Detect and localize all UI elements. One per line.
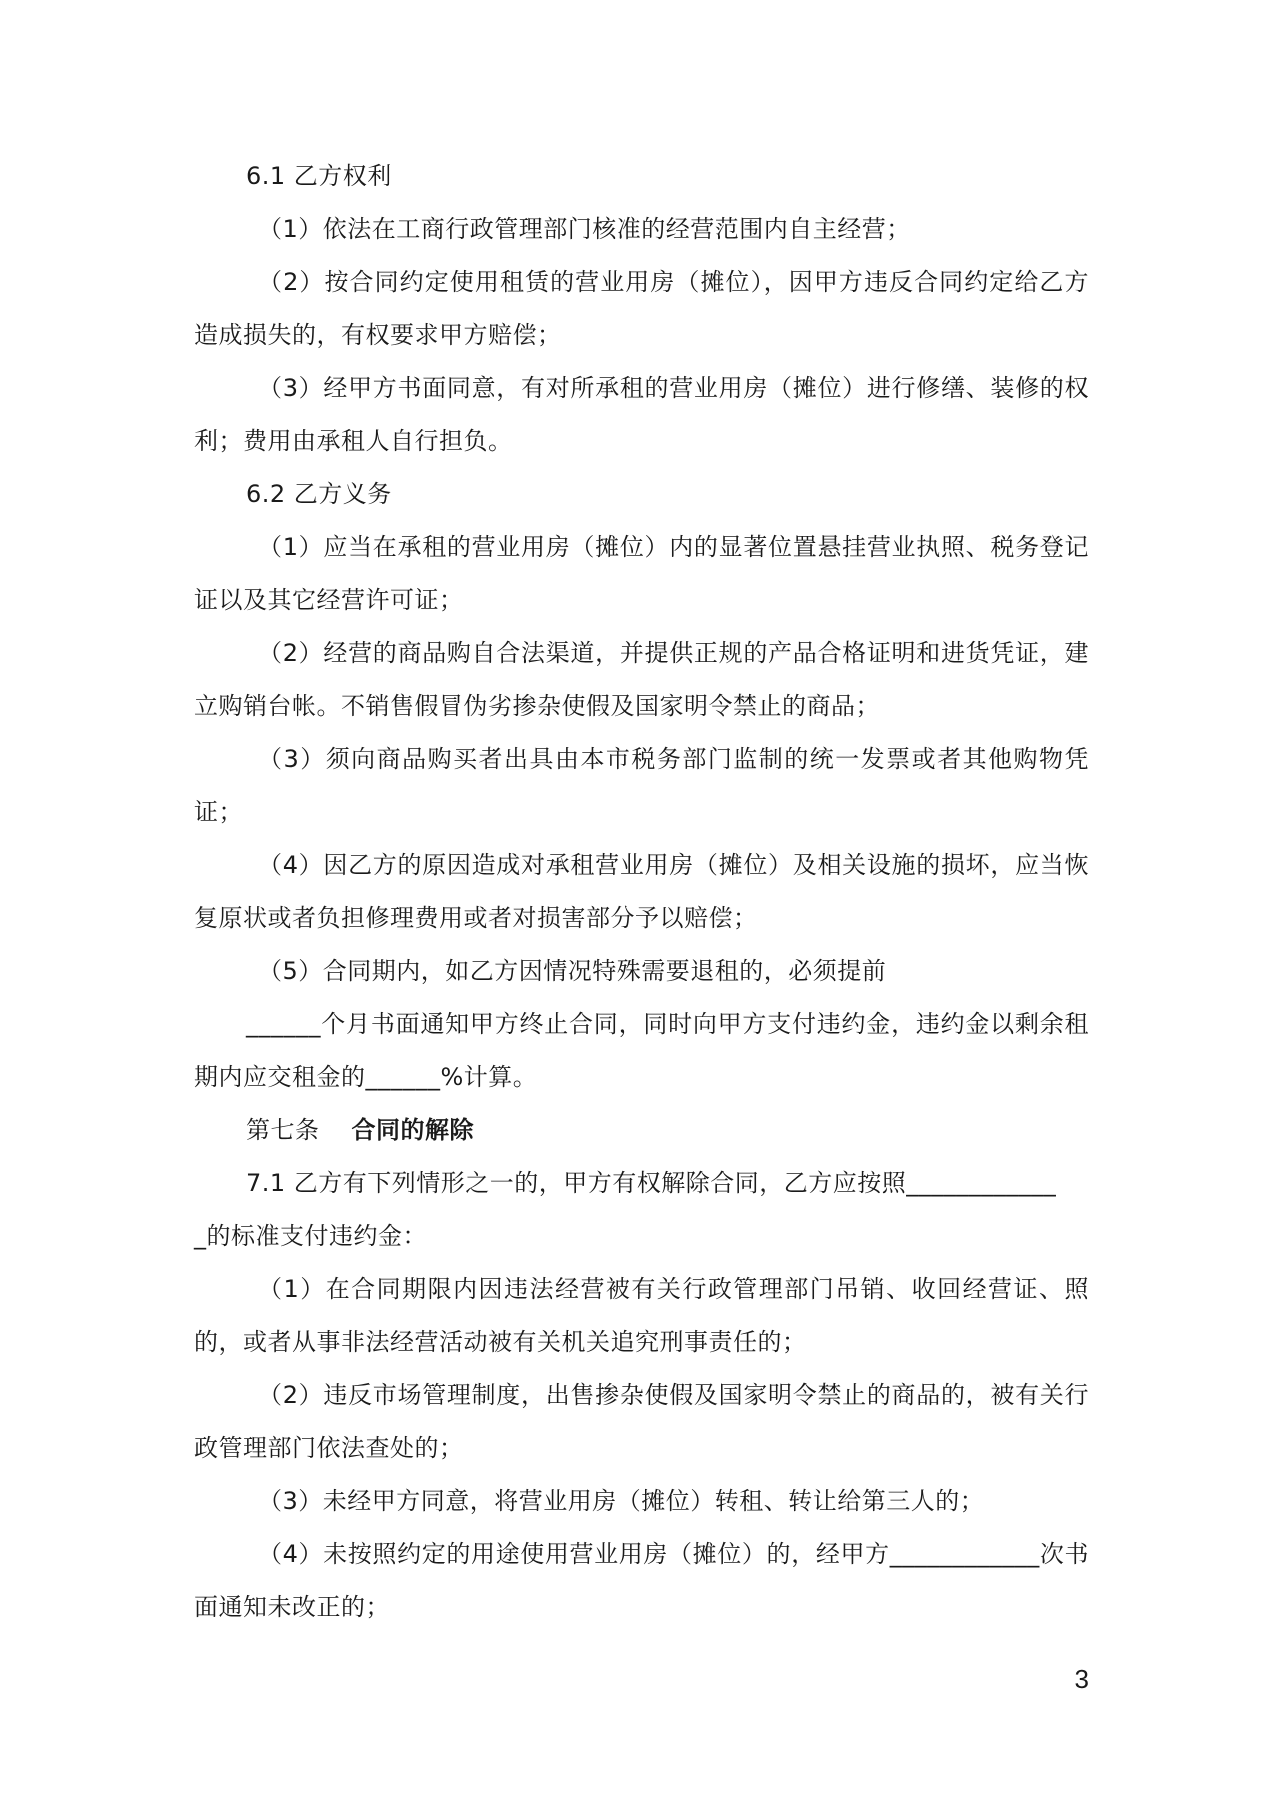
- clause-paragraph: （2）经营的商品购自合法渠道，并提供正规的产品合格证明和进货凭证，建立购销台帐。不销售假冒伪劣掺杂使假及国家明令禁止的商品；: [194, 639, 1089, 720]
- clause-paragraph: （3）未经甲方同意，将营业用房（摊位）转租、转让给第三人的；: [258, 1487, 985, 1515]
- clause-paragraph: （4）未按照约定的用途使用营业用房（摊位）的，经甲方____________次书面通知未改正的；: [194, 1540, 1089, 1621]
- section-6-1-heading: 6.1 乙方权利: [246, 162, 392, 190]
- clause-paragraph: （5）合同期内，如乙方因情况特殊需要退租的，必须提前: [258, 957, 887, 985]
- section-6-2-heading: 6.2 乙方义务: [246, 480, 392, 508]
- article-title: 合同的解除: [351, 1116, 474, 1144]
- clause-paragraph: （1）在合同期限内因违法经营被有关行政管理部门吊销、收回经营证、照的，或者从事非法经营活动被有关机关追究刑事责任的；: [194, 1275, 1089, 1356]
- section-7-1-paragraph: 7.1 乙方有下列情形之一的，甲方有权解除合同，乙方应按照____________: [246, 1169, 1057, 1197]
- clause-paragraph: （3）经甲方书面同意，有对所承租的营业用房（摊位）进行修缮、装修的权利；费用由承租人自行担负。: [194, 374, 1089, 455]
- clause-paragraph: （1）依法在工商行政管理部门核准的经营范围内自主经营；: [258, 215, 911, 243]
- clause-paragraph: （2）按合同约定使用租赁的营业用房（摊位），因甲方违反合同约定给乙方造成损失的，有权要求甲方赔偿；: [194, 268, 1089, 349]
- article-7-heading: [194, 1104, 1089, 1157]
- clause-paragraph: （4）因乙方的原因造成对承租营业用房（摊位）及相关设施的损坏，应当恢复原状或者负担修理费用或者对损害部分予以赔偿；: [194, 851, 1089, 932]
- clause-paragraph: （2）违反市场管理制度，出售掺杂使假及国家明令禁止的商品的，被有关行政管理部门依法查处的；: [194, 1381, 1089, 1462]
- clause-paragraph-continued: ______个月书面通知甲方终止合同，同时向甲方支付违约金，违约金以剩余租期内应交租金的______%计算。: [194, 1010, 1089, 1091]
- clause-paragraph: （1）应当在承租的营业用房（摊位）内的显著位置悬挂营业执照、税务登记证以及其它经营许可证；: [194, 533, 1089, 614]
- document-body: [194, 150, 1089, 1634]
- article-label: 第七条: [246, 1116, 320, 1144]
- page-number: 3: [1074, 1664, 1089, 1694]
- clause-paragraph: （3）须向商品购买者出具由本市税务部门监制的统一发票或者其他购物凭证；: [194, 745, 1089, 826]
- section-7-1-continued: _的标准支付违约金：: [194, 1222, 427, 1250]
